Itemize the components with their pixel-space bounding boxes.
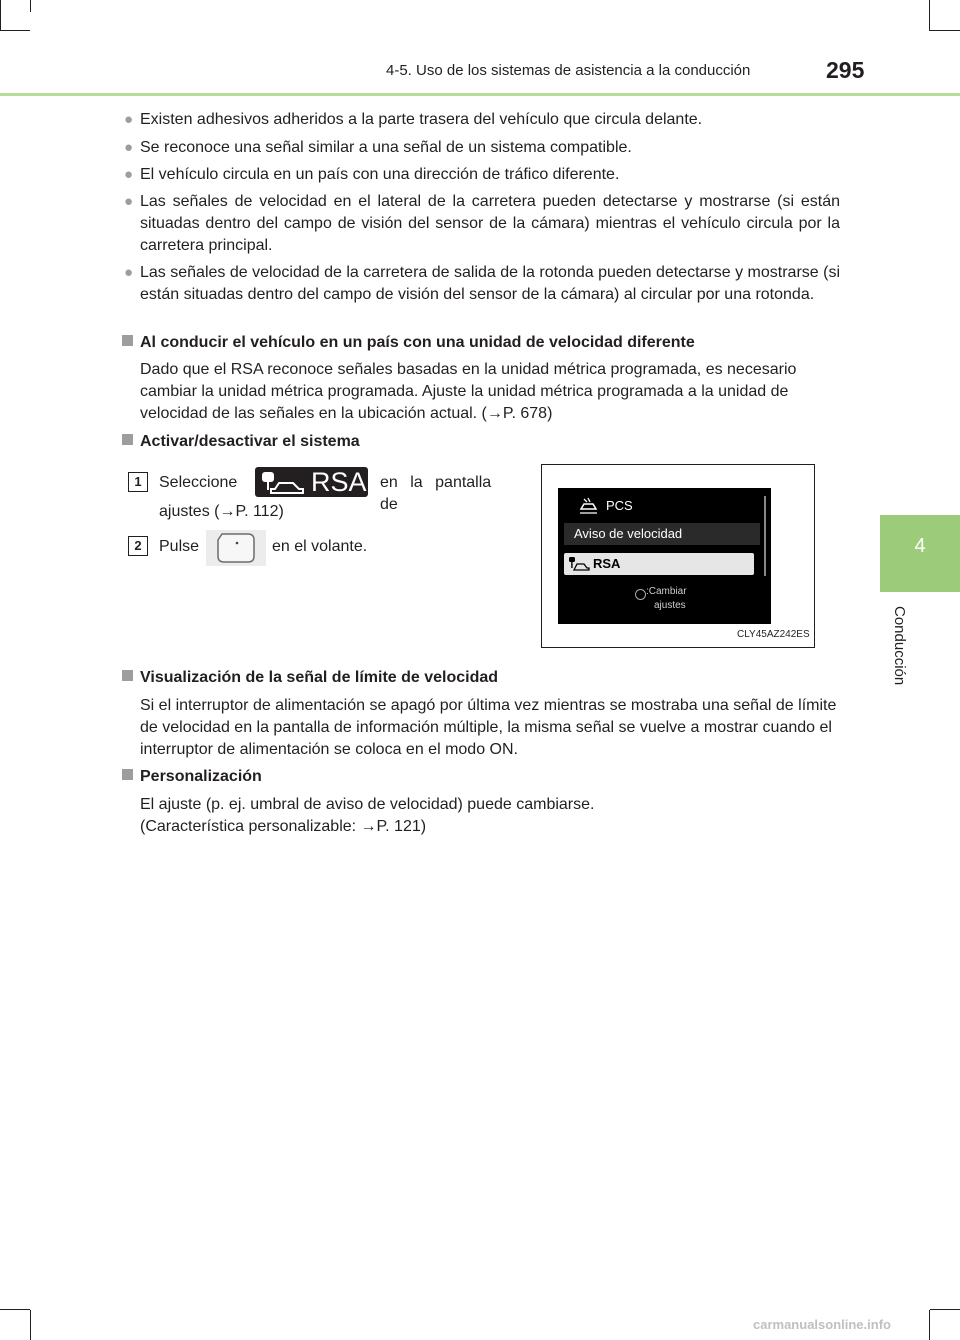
running-header: 4-5. Uso de los sistemas de asistencia a la conducción (386, 62, 751, 79)
crop-mark (30, 0, 31, 12)
crop-mark (30, 1310, 31, 1340)
section-square-icon (122, 670, 133, 681)
section-paragraph: El ajuste (p. ej. umbral de aviso de velocidad) puede cambiarse. (140, 796, 595, 813)
section-heading: Activar/desactivar el sistema (122, 431, 360, 453)
section-square-icon (122, 769, 133, 780)
bullet-dot-icon: ● (124, 166, 134, 183)
section-heading: Visualización de la señal de límite de velocidad (122, 667, 498, 689)
rsa-badge-label: RSA (311, 467, 367, 497)
section-paragraph: (Característica personalizable: →P. 121) (140, 818, 427, 835)
step-number: 2 (128, 536, 148, 556)
scrollbar (764, 496, 766, 576)
step-text: en el volante. (272, 538, 368, 555)
page-number: 295 (826, 57, 865, 83)
bullet-dot-icon: ● (124, 111, 134, 128)
pcs-icon (578, 497, 600, 515)
step-text: Pulse (159, 538, 200, 555)
button-dot-icon (635, 589, 646, 600)
crop-mark (929, 1310, 930, 1340)
figure-code: CLY45AZ242ES (737, 629, 810, 640)
bullet-item: ● Las señales de velocidad en el lateral de la carretera pueden detectarse y mostrarse (si están situadas dentro del campo de visión del sensor de la cámara) mientras el vehículo circula por la carretera principal. (124, 193, 840, 254)
step-text: en la pantalla de (380, 474, 492, 513)
step-text: ajustes (→P. 112) (159, 503, 284, 520)
rsa-badge (255, 467, 368, 497)
section-paragraph: Si el interruptor de alimentación se apagó por última vez mientras se mostraba una señal de límite de velocidad en la pantalla de información múltiple, la misma señal se vuelve a mostrar cuando el interruptor de alimentación se coloca en el modo ON. (140, 697, 837, 758)
bullet-dot-icon: ● (124, 193, 134, 210)
road-sign-assist-icon (255, 467, 311, 497)
bullet-item: ● Las señales de velocidad de la carretera de salida de la rotonda pueden detectarse y mostrarse (si están situadas dentro del campo de visión del sensor de la cámara) al circular por una rotonda. (124, 264, 840, 303)
change-settings-hint: :Cambiar ajustes (646, 586, 687, 611)
road-sign-assist-icon (567, 555, 591, 573)
bullet-dot-icon: ● (124, 139, 134, 156)
header-rule (0, 93, 960, 96)
bullet-dot-icon: ● (124, 264, 134, 281)
bullet-item: ● El vehículo circula en un país con una dirección de tráfico diferente. (140, 164, 840, 186)
display-figure (541, 464, 815, 648)
section-square-icon (122, 335, 133, 346)
crop-mark (0, 30, 30, 31)
multi-info-display (558, 488, 771, 624)
crop-mark (930, 1309, 960, 1310)
crop-mark (929, 0, 930, 30)
menu-item-rsa: RSA (564, 553, 754, 575)
watermark: carmanualsonline.info (753, 1317, 891, 1332)
chapter-number: 4 (914, 535, 926, 557)
section-heading: Al conducir el vehículo en un país con una unidad de velocidad diferente (122, 332, 695, 354)
menu-item-pcs: PCS (606, 498, 633, 513)
crop-mark (0, 1309, 30, 1310)
section-heading: Personalización (122, 766, 262, 788)
menu-item-speed-warning: Aviso de velocidad (564, 523, 760, 545)
section-square-icon (122, 434, 133, 445)
step-number: 1 (128, 472, 148, 492)
bullet-item: ● Existen adhesivos adheridos a la parte trasera del vehículo que circula delante. (140, 109, 840, 131)
bullet-item: ● Se reconoce una señal similar a una señal de un sistema compatible. (140, 137, 840, 159)
step-text: Seleccione (159, 474, 238, 491)
crop-mark (0, 0, 1, 30)
section-paragraph: Dado que el RSA reconoce señales basadas en la unidad métrica programada, es necesario cambiar la unidad métrica programada. Ajuste la unidad métrica programada a la unidad de velocidad de las señales en la ubicación actual. (→P. 678) (140, 361, 797, 422)
steering-button-icon (206, 530, 266, 566)
crop-mark (929, 30, 960, 31)
chapter-label: Conducción (891, 606, 908, 686)
